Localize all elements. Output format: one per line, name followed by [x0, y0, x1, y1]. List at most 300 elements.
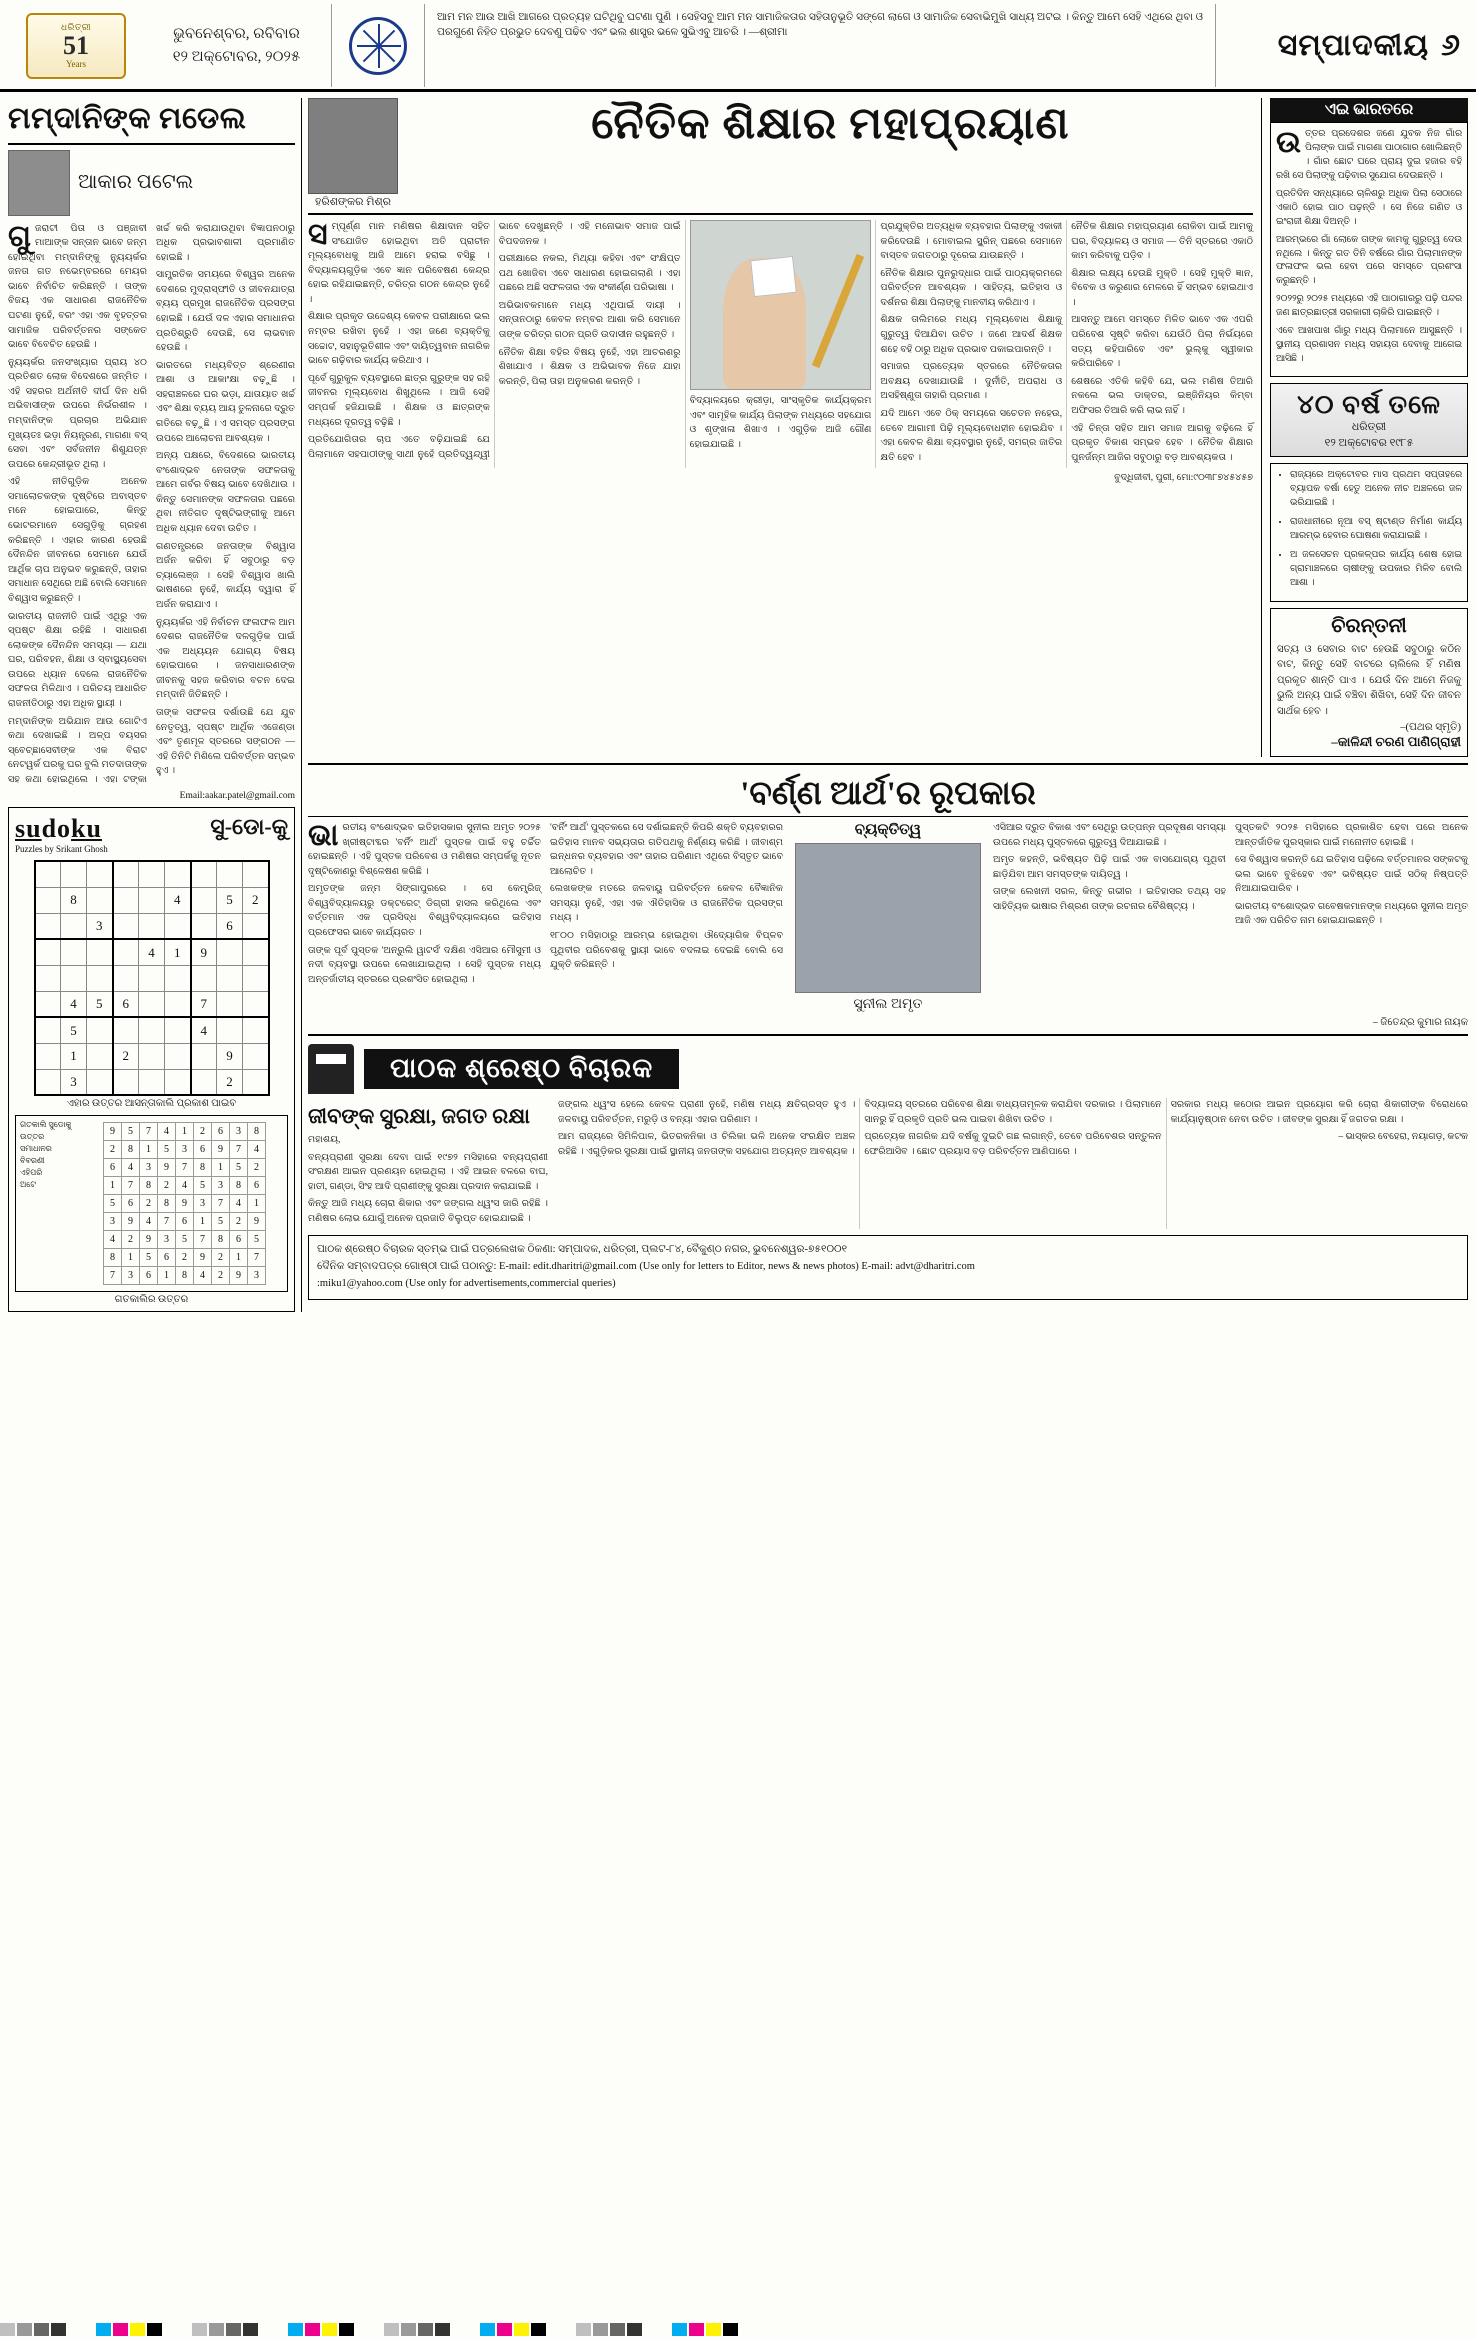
solution-cell: 9: [104, 1123, 122, 1141]
registration-swatch: [627, 2323, 642, 2336]
print-registration-bar: [0, 2319, 1476, 2339]
sudoku-cell[interactable]: [35, 965, 61, 991]
solution-cell: 8: [158, 1195, 176, 1213]
sudoku-cell[interactable]: 4: [165, 887, 191, 913]
registration-swatch: [723, 2323, 738, 2336]
sudoku-cell[interactable]: [191, 861, 217, 887]
left-article-body: [8, 219, 295, 788]
sudoku-cell[interactable]: [139, 1017, 165, 1043]
registration-swatch: [689, 2323, 704, 2336]
solution-cell: 7: [212, 1195, 230, 1213]
sudoku-cell[interactable]: [35, 1043, 61, 1069]
lead-author-contact: ବୁଦ୍ଧିଜୀବୀ, ପୁରୀ, ମୋ:୯୦୩୮୭୪୫୪୫୭: [1114, 473, 1253, 484]
sudoku-cell[interactable]: [217, 991, 243, 1017]
solution-cell: 2: [212, 1267, 230, 1285]
solution-row: [104, 1159, 266, 1177]
registration-swatch: [514, 2323, 529, 2336]
sudoku-cell[interactable]: 2: [217, 1069, 243, 1095]
paragraph: ପ୍ରତ୍ୟେକ ନାଗରିକ ଯଦି ବର୍ଷକୁ ଦୁଇଟି ଗଛ ଲଗାନ୍ତି, ତେବେ ପରିବେଶର ସନ୍ତୁଳନ ଫେରିଆସିବ । ଛୋଟ ପ୍ରୟାସ ବଡ଼ ପରିବର୍ତ୍ତନ ଆଣିପାରେ ।: [864, 1131, 1162, 1157]
paragraph: ଅନ୍ୟ ପକ୍ଷରେ, ବିଦେଶରେ ଭାରତୀୟ ବଂଶୋଦ୍ଭବ ନେତାଙ୍କ ସଫଳତାକୁ ଆମେ ଗର୍ବର ବିଷୟ ଭାବେ ଦେଖିଥାଉ । କିନ୍ତୁ ସେମାନଙ୍କ ସଫଳତାର ପଛରେ ଥିବା ନୀତିଗତ ଦୃଷ୍ଟିଭଙ୍ଗୀକୁ ଆମେ ଅଧିକ ଧ୍ୟାନ ଦେବା ଉଚିତ ।: [156, 450, 295, 535]
archive-items: [1270, 463, 1468, 602]
sudoku-cell[interactable]: [243, 939, 269, 965]
solution-cell: 7: [248, 1249, 266, 1267]
registration-swatch: [339, 2323, 354, 2336]
quote-author: –କାଳିନ୍ଦୀ ଚରଣ ପାଣିଗ୍ରାହୀ: [1331, 734, 1461, 749]
paragraph: ଏସିଆର ଦ୍ରୁତ ବିକାଶ ଏବଂ ସେଥିରୁ ଉତ୍ପନ୍ନ ପ୍ରଦୂଷଣ ସମସ୍ୟା ଉପରେ ମଧ୍ୟ ପୁସ୍ତକରେ ଗୁରୁତ୍ୱ ଦିଆଯାଇଛି ।: [993, 822, 1226, 848]
registration-swatch-group: [576, 2323, 642, 2336]
feature2-body-left: [308, 821, 783, 1013]
contact-address-box: [308, 1235, 1468, 1299]
registration-swatch: [96, 2323, 111, 2336]
registration-swatch: [576, 2323, 591, 2336]
solution-cell: 9: [230, 1267, 248, 1285]
solution-cell: 6: [122, 1195, 140, 1213]
sudoku-cell[interactable]: [87, 1017, 113, 1043]
lead-author-photo: [308, 98, 398, 194]
solution-cell: 6: [230, 1231, 248, 1249]
issue-place: ଭୁବନେଶ୍ବର, ରବିବାର: [173, 26, 300, 42]
sudoku-cell[interactable]: 8: [61, 887, 87, 913]
solution-cell: 7: [176, 1159, 194, 1177]
reader-letter-author: – ଭାସ୍କର ବେହେରା, ନୟାଗଡ଼, କଟକ: [1338, 1132, 1468, 1143]
archive-brand: ଧରିତ୍ରୀ: [1351, 421, 1387, 433]
solution-cell: 4: [176, 1177, 194, 1195]
paragraph: ସାମ୍ପ୍ରତିକ ସମୟରେ ବିଶ୍ୱର ଅନେକ ଦେଶରେ ମୁଦ୍ରାସ୍ଫୀତି ଓ ଜୀବନଯାତ୍ରା ବ୍ୟୟ ପ୍ରମୁଖ ରାଜନୈତିକ ପ୍ରସଙ୍ଗ ହୋଇଛି । ଯେଉଁ ଦଳ ଏହାର ସମାଧାନର ପ୍ରତିଶ୍ରୁତି ଦେଉଛି, ସେ ଲାଭବାନ ହେଉଛି ।: [156, 269, 295, 354]
masthead-quote: ଆମ ମନ ଆଉ ଆଖି ଆଗରେ ପ୍ରତ୍ୟହ ଘଟିଥିବୁ ଘଟଣା ପୁଣି । ସେହିସବୁ ଆମ ମନ ସାମାଜିକତାର ସହିତାନୁଭୂତି ସଙ୍ଗେ ଲାଗେ ଓ ସାମାଜିକ ସେବାଭିମୁଖି ସାଧ୍ୟ ଅଟଇ । କିନ୍ତୁ ଆମେ ସେହି ଏଥିରେ ଥିବା ଓ ପରଗୁଣେ ନିହିତ ପ୍ରଭୁତ ଦେବଣୁ ପଢିବ ଏବଂ ଭଲ ଶାସ୍ତ୍ର ଭଳେ ସୁଭିଏବୁ ଆଚରି । —ଶ୍ରୀମା: [424, 4, 1216, 87]
sudoku-cell[interactable]: [243, 1017, 269, 1043]
page-body: [0, 92, 1476, 1312]
registration-swatch: [305, 2323, 320, 2336]
sudoku-logo-do: do: [41, 814, 72, 844]
solution-row: [104, 1267, 266, 1285]
sudoku-cell[interactable]: [35, 1017, 61, 1043]
sudoku-cell[interactable]: [87, 887, 113, 913]
sudoku-cell[interactable]: [139, 1043, 165, 1069]
sudoku-cell[interactable]: [139, 1069, 165, 1095]
paragraph: ଅମୃତଙ୍କ ଜନ୍ମ ସିଙ୍ଗାପୁରରେ । ସେ କେମ୍ବ୍ରିଜ୍‌ ବିଶ୍ୱବିଦ୍ୟାଳୟରୁ ଡକ୍ଟରେଟ୍‌ ଡିଗ୍ରୀ ହାସଲ କରିଥିଲେ ଏବଂ ବର୍ତ୍ତମାନ ଏକ ପ୍ରସିଦ୍ଧ ବିଶ୍ୱବିଦ୍ୟାଳୟରେ ଇତିହାସ ପ୍ରଫେସର ଭାବେ କାର୍ଯ୍ୟରତ ।: [308, 883, 541, 939]
registration-swatch-group: [288, 2323, 354, 2336]
solution-cell: 5: [104, 1195, 122, 1213]
solution-cell: 6: [104, 1159, 122, 1177]
solution-cell: 1: [158, 1267, 176, 1285]
sudoku-cell[interactable]: [165, 991, 191, 1017]
solution-cell: 1: [230, 1249, 248, 1267]
sudoku-cell[interactable]: 4: [191, 1017, 217, 1043]
solution-cell: 1: [176, 1123, 194, 1141]
sudoku-cell[interactable]: 5: [87, 991, 113, 1017]
sudoku-cell[interactable]: [87, 861, 113, 887]
sudoku-row: [35, 1017, 269, 1043]
solution-row: [104, 1141, 266, 1159]
column-divider: [301, 98, 302, 1312]
sudoku-cell[interactable]: [243, 1043, 269, 1069]
solution-cell: 9: [140, 1231, 158, 1249]
solution-cell: 8: [140, 1177, 158, 1195]
solution-cell: 3: [230, 1123, 248, 1141]
solution-label: ଅଟେ: [20, 1180, 36, 1190]
paragraph: ସରକାର ମଧ୍ୟ କଠୋର ଆଇନ ପ୍ରୟୋଗ କରି ଚୋରା ଶିକାରୀଙ୍କ ବିରୋଧରେ କାର୍ଯ୍ୟାନୁଷ୍ଠାନ ନେବା ଉଚିତ । ଜୀବଙ୍କ ସୁରକ୍ଷା ହିଁ ଜଗତର ରକ୍ଷା ।: [1170, 1099, 1468, 1125]
sudoku-cell[interactable]: [217, 965, 243, 991]
sudoku-cell[interactable]: [87, 939, 113, 965]
sudoku-cell[interactable]: [217, 1017, 243, 1043]
lead-article-body: [308, 220, 1253, 468]
sudoku-credit: Puzzles by Srikant Ghosh: [15, 844, 108, 855]
solution-cell: 4: [122, 1159, 140, 1177]
paragraph: ନ୍ୟୁୟର୍କର ଏହି ନିର୍ବାଚନ ଫଳାଫଳ ଆମ ଦେଶର ରାଜନୈତିକ ଦଳଗୁଡ଼ିକ ପାଇଁ ଏକ ଅଧ୍ୟୟନ ଯୋଗ୍ୟ ବିଷୟ ହୋଇପାରେ । ଜନସାଧାରଣଙ୍କ ଜୀବନକୁ ସହଜ କରିବାର ବଚନ ଦେଇ ମମ୍‌ଦାନି ଜିତିଛନ୍ତି ।: [156, 616, 295, 701]
solution-cell: 1: [140, 1141, 158, 1159]
sudoku-cell[interactable]: [139, 991, 165, 1017]
sudoku-cell[interactable]: [61, 861, 87, 887]
paragraph: ନୈତିକ ଶିକ୍ଷା ବହିର ବିଷୟ ନୁହେଁ, ଏହା ଆଚରଣରୁ ଶିଖାଯାଏ । ଶିକ୍ଷକ ଓ ଅଭିଭାବକ ନିଜେ ଯାହା କରନ୍ତି, ପିଲା ତାହା ଅନୁକରଣ କରନ୍ତି ।: [498, 346, 681, 387]
sudoku-cell[interactable]: [191, 913, 217, 939]
sudoku-cell[interactable]: [87, 1069, 113, 1095]
sudoku-logo-su: su: [15, 814, 42, 844]
solution-cell: 2: [104, 1141, 122, 1159]
sudoku-solution-block: [15, 1115, 288, 1292]
solution-label: ଗତକାଲି ସୁଡୋକୁ: [20, 1120, 72, 1130]
quote-section: [1270, 608, 1468, 758]
sudoku-cell[interactable]: [113, 887, 139, 913]
paragraph: ଆସନ୍ତୁ ଆମେ ସମସ୍ତେ ମିଳିତ ଭାବେ ଏକ ଏପରି ପରିବେଶ ସୃଷ୍ଟି କରିବା ଯେଉଁଠି ପିଲା ନିର୍ଭୟରେ ସତ୍ୟ କହିପାରିବେ ଏବଂ ଭୁଲ୍‌କୁ ସ୍ୱୀକାର କରିପାରିବେ ।: [1071, 314, 1253, 370]
registration-swatch: [113, 2323, 128, 2336]
registration-swatch-group: [0, 2323, 66, 2336]
paragraph: ଭାରତରେ ମଧ୍ୟବିତ୍ତ ଶ୍ରେଣୀର ଆଶା ଓ ଆକାଂକ୍ଷା ବଢ଼ୁଛି । ସହରାଞ୍ଚଳରେ ଘର ଭଡ଼ା, ଯାତାୟାତ ଖର୍ଚ୍ଚ ଏବଂ ଶିକ୍ଷା ବ୍ୟୟ ଆୟ ତୁଳନାରେ ଦ୍ରୁତ ଗତିରେ ବଢ଼ୁଛି । ଏ ସମସ୍ତ ପ୍ରସଙ୍ଗ ଉପରେ ଆଲୋଚନା ଆବଶ୍ୟକ ।: [156, 359, 295, 444]
registration-swatch: [209, 2323, 224, 2336]
paragraph: ଭାରତୀୟ ବଂଶୋଦ୍ଭବ ଗବେଷକମାନଙ୍କ ମଧ୍ୟରେ ସୁନୀଲ ଅମୃତ ଆଜି ଏକ ପରିଚିତ ନାମ ହୋଇଯାଇଛନ୍ତି ।: [1235, 900, 1468, 927]
paragraph: ବିଦ୍ୟାଳୟରେ କ୍ରୀଡ଼ା, ସାଂସ୍କୃତିକ କାର୍ଯ୍ୟକ୍ରମ ଏବଂ ସାମୂହିକ କାର୍ଯ୍ୟ ପିଲାଙ୍କ ମଧ୍ୟରେ ସହଯୋଗ ଓ ଶୃଙ୍ଖଳା ଶିଖାଏ । ଏଗୁଡ଼ିକ ଆଜି ଗୌଣ ହୋଇଯାଇଛି ।: [689, 395, 872, 450]
sudoku-grid[interactable]: [34, 860, 270, 1096]
solution-row: [104, 1213, 266, 1231]
registration-swatch-group: [480, 2323, 546, 2336]
masthead: [0, 0, 1476, 92]
author-email[interactable]: Email:aakar.patel@gmail.com: [179, 791, 295, 802]
sudoku-logo: [15, 814, 108, 844]
registration-swatch-group: [96, 2323, 162, 2336]
sudoku-cell[interactable]: [35, 913, 61, 939]
list-item: • ଅ ଜଳସେଚନ ପ୍ରକଳ୍ପର କାର୍ଯ୍ୟ ଶେଷ ହୋଇ ଗ୍ରାମାଞ୍ଚଳରେ ଚାଷୀଙ୍କୁ ଉପକାର ମିଳିବ ବୋଲି ଆଶା ।: [1290, 549, 1462, 591]
solution-cell: 8: [230, 1177, 248, 1195]
paragraph: ପ୍ରଯୁକ୍ତିର ଅତ୍ୟଧିକ ବ୍ୟବହାର ପିଲାଙ୍କୁ ଏକାକୀ କରିଦେଉଛି । ମୋବାଇଲ ସ୍କ୍ରିନ୍‌ ପଛରେ ସେମାନେ ବାସ୍ତବ ଜଗତଠାରୁ ଦୂରେଇ ଯାଉଛନ୍ତି ।: [880, 221, 1063, 262]
solution-cell: 2: [140, 1195, 158, 1213]
paragraph: ଗଣତନ୍ତ୍ରରେ ଜନତାଙ୍କ ବିଶ୍ୱାସ ଅର୍ଜନ କରିବା ହିଁ ସବୁଠାରୁ ବଡ଼ ଚ୍ୟାଲେଞ୍ଜ । ସେହି ବିଶ୍ୱାସ ଖାଲି ଭାଷଣରେ ନୁହେଁ, କାର୍ଯ୍ୟ ଦ୍ୱାରା ହିଁ ଅର୍ଜନ କରାଯାଏ ।: [156, 540, 295, 610]
sudoku-logo-ku: ku: [71, 814, 102, 844]
solution-cell: 2: [248, 1159, 266, 1177]
sudoku-row: [35, 887, 269, 913]
address-line-1: ପାଠକ ଶ୍ରେଷ୍ଠ ବିଚାରକ ସ୍ତମ୍ଭ ପାଇଁ ପତ୍ରଲେଖକ ଠିକଣା: ସମ୍ପାଦକ, ଧରିତ୍ରୀ, ପ୍ଲଟ-୮୪, ବୈକୁଣ୍ଠ ନଗର, ଭୁବନେଶ୍ୱର-୭୫୧୦୦୧: [317, 1244, 848, 1256]
sudoku-cell[interactable]: 5: [217, 887, 243, 913]
issue-date-text: ୧୨ ଅକ୍ଟୋବର, ୨୦୨୫: [172, 48, 301, 65]
sudoku-title-odia: ସୁ-ଡୋ-କୁ: [210, 814, 288, 840]
sudoku-cell[interactable]: [35, 887, 61, 913]
mailbox-icon: [308, 1044, 354, 1094]
registration-swatch: [435, 2323, 450, 2336]
solution-cell: 3: [194, 1195, 212, 1213]
solution-cell: 9: [158, 1159, 176, 1177]
paragraph: କିନ୍ତୁ ଆଜି ମଧ୍ୟ ଚୋରା ଶିକାର ଏବଂ ଜଙ୍ଗଲ ଧ୍ୱଂସ ଜାରି ରହିଛି । ମଣିଷର ଲୋଭ ଯୋଗୁଁ ଅନେକ ପ୍ରଜାତି ବିଲୁପ୍ତ ହୋଇଯାଇଛି ।: [308, 1198, 548, 1224]
rail-story: [1270, 122, 1468, 377]
sudoku-cell[interactable]: [191, 1043, 217, 1069]
paragraph: ପୂର୍ବେ ଗୁରୁକୁଳ ବ୍ୟବସ୍ଥାରେ ଛାତ୍ର ଗୁରୁଙ୍କ ସହ ରହି ଜୀବନର ମୂଲ୍ୟବୋଧ ଶିଖୁଥିଲେ । ଆଜି ସେହି ସମ୍ପର୍କ ହଜିଯାଇଛି । ଶିକ୍ଷକ ଓ ଛାତ୍ରଙ୍କ ମଧ୍ୟରେ ଦୂରତ୍ୱ ବଢ଼ିଛି ।: [308, 372, 490, 428]
sudoku-cell[interactable]: [113, 861, 139, 887]
paragraph: ତାଙ୍କ ଲେଖନୀ ସରଳ, କିନ୍ତୁ ଗଭୀର । ଇତିହାସର ତଥ୍ୟ ସହ ସାହିତ୍ୟିକ ଭାଷାର ମିଶ୍ରଣ ତାଙ୍କ ରଚନାର ବୈଶିଷ୍ଟ୍ୟ ।: [993, 886, 1226, 912]
paragraph: ମହାଶୟ,: [308, 1134, 341, 1145]
registration-swatch: [401, 2323, 416, 2336]
solution-cell: 4: [194, 1267, 212, 1285]
paragraph: ୨୦୨୨ରୁ ୨୦୨୫ ମଧ୍ୟରେ ଏହି ପାଠାଗାରରୁ ପଢ଼ି ପନ୍ଦର ଜଣ ଛାତ୍ରଛାତ୍ରୀ ସରକାରୀ ଚାକିରି ପାଇଛନ୍ତି ।: [1276, 294, 1462, 319]
solution-cell: 2: [194, 1123, 212, 1141]
sudoku-cell[interactable]: 6: [113, 991, 139, 1017]
solution-cell: 2: [176, 1249, 194, 1267]
solution-cell: 4: [230, 1195, 248, 1213]
paragraph: ଏହି ନୀତିଗୁଡ଼ିକ ଅନେକ ସମାଲୋଚକଙ୍କ ଦୃଷ୍ଟିରେ ଅବାସ୍ତବ ମନେ ହୋଇପାରେ, କିନ୍ତୁ ଭୋଟରମାନେ ସେଗୁଡ଼ିକୁ ଗ୍ରହଣ କରିଛନ୍ତି । ଏହାର କାରଣ ହେଉଛି ଦୈନନ୍ଦିନ ଜୀବନରେ ସେମାନେ ଯେଉଁ ଆର୍ଥିକ ଚାପ ଅନୁଭବ କରୁଛନ୍ତି, ତାହାର ସମାଧାନ ସେଥିରେ ଅଛି ବୋଲି ସେମାନେ ବିଶ୍ୱାସ କରୁଛନ୍ତି ।: [8, 476, 147, 604]
paragraph: ଗୁଜରାଟୀ ପିତା ଓ ପଞ୍ଜାବୀ ମାଆଙ୍କ ସନ୍ତାନ ଭାବେ ଜନ୍ମ ହୋଇଥିବା ମମ୍‌ଦାନିଙ୍କୁ ନ୍ୟୁୟର୍କର ଜନତା ଗତ ନଭେମ୍ବରରେ ମେୟର ଭାବେ ନିର୍ବାଚିତ କରିଛନ୍ତି । ତାଙ୍କ ବିଜୟ ଏକ ସାଧାରଣ ରାଜନୈତିକ ଘଟଣା ନୁହେଁ, ବରଂ ଏହା ଏକ ବୃହତ୍ତର ସାମାଜିକ ପରିବର୍ତ୍ତନର ସଙ୍କେତ ଭାବେ ବିବେଚିତ ହେଉଛି ।: [8, 219, 147, 351]
left-article-title: ମମ୍‌ଦାନିଙ୍କ ମଡେଲ: [8, 102, 247, 135]
registration-swatch: [17, 2323, 32, 2336]
sudoku-cell[interactable]: 2: [113, 1043, 139, 1069]
solution-cell: 3: [176, 1141, 194, 1159]
sudoku-cell[interactable]: [191, 887, 217, 913]
sudoku-cell[interactable]: [113, 965, 139, 991]
solution-cell: 8: [176, 1267, 194, 1285]
reader-letter-title: ଜୀବଙ୍କ ସୁରକ୍ଷା, ଜଗତ ରକ୍ଷା: [308, 1104, 530, 1128]
author-name: ଆକାର ପଟେଲ: [78, 171, 194, 193]
sudoku-cell[interactable]: 6: [217, 913, 243, 939]
registration-swatch: [192, 2323, 207, 2336]
sudoku-cell[interactable]: [87, 1043, 113, 1069]
solution-cell: 9: [122, 1213, 140, 1231]
solution-cell: 4: [140, 1213, 158, 1231]
solution-cell: 1: [122, 1249, 140, 1267]
address-line-3[interactable]: :miku1@yahoo.com (Use only for advertisements,commercial queries): [317, 1278, 616, 1290]
list-item: • ରାଜ୍ୟରେ ଅକ୍ଟୋବର ମାସ ପ୍ରଥମ ସପ୍ତାହରେ ବ୍ୟାପକ ବର୍ଷା ହେତୁ ଅନେକ ନୀଚ ଅଞ୍ଚଳରେ ଜଳ ଭରିଯାଇଛି ।: [1290, 469, 1462, 511]
paragraph: ଶିକ୍ଷାର ଲକ୍ଷ୍ୟ ହେଉଛି ମୁକ୍ତି । ସେହି ମୁକ୍ତି ଜ୍ଞାନ, ବିବେକ ଓ କରୁଣାର ମେଳରେ ହିଁ ସମ୍ଭବ ହୋଇଥାଏ ।: [1071, 267, 1253, 308]
solution-row: [104, 1231, 266, 1249]
solution-cell: 8: [212, 1231, 230, 1249]
solution-cell: 6: [212, 1123, 230, 1141]
solution-cell: 2: [212, 1249, 230, 1267]
sudoku-cell[interactable]: 9: [217, 1043, 243, 1069]
sudoku-row: [35, 965, 269, 991]
quote-text: ସତ୍ୟ ଓ ସେବାର ବାଟ ହେଉଛି ସବୁଠାରୁ କଠିନ ବାଟ, କିନ୍ତୁ ସେହି ବାଟରେ ଚାଲିଲେ ହିଁ ମଣିଷ ପ୍ରକୃତ ଶାନ୍ତି ପାଏ । ଯେଉଁ ଦିନ ଆମେ ନିଜକୁ ଭୁଲି ଅନ୍ୟ ପାଇଁ ବଞ୍ଚିବା ଶିଖିବା, ସେହି ଦିନ ଜୀବନ ସାର୍ଥକ ହେବ ।: [1277, 643, 1461, 717]
registration-swatch: [130, 2323, 145, 2336]
sudoku-cell[interactable]: [61, 965, 87, 991]
solution-cell: 5: [122, 1123, 140, 1141]
sudoku-cell[interactable]: [217, 939, 243, 965]
registration-swatch-group: [672, 2323, 738, 2336]
right-rail: [1270, 98, 1468, 757]
list-item: • ରାଜଧାନୀରେ ନୂଆ ବସ୍‌ ଷ୍ଟାଣ୍ଡ ନିର୍ମାଣ କାର୍ଯ୍ୟ ଆରମ୍ଭ ହେବାର ଘୋଷଣା କରାଯାଇଛି ।: [1290, 516, 1462, 544]
solution-cell: 2: [122, 1231, 140, 1249]
solution-cell: 5: [194, 1177, 212, 1195]
paragraph: ସମ୍ପୂର୍ଣ୍ଣ ମାନ ମଣିଷର ଶିକ୍ଷାଦାନ ସହିତ ସଂଯୋଜିତ ହୋଇଥିବା ଅତି ପ୍ରାଚୀନ ମୂଲ୍ୟବୋଧକୁ ଆଜି ଆମେ ହରାଇ ବସିଛୁ । ବିଦ୍ୟାଳୟଗୁଡ଼ିକ ଏବେ ଜ୍ଞାନ ପରିବେଷଣ କେନ୍ଦ୍ର ହୋଇ ରହିଯାଇଛନ୍ତି, ଚରିତ୍ର ଗଠନ କେନ୍ଦ୍ର ନୁହେଁ ।: [308, 218, 490, 305]
sudoku-cell[interactable]: [139, 861, 165, 887]
solution-label: ବିବରଣୀ: [20, 1156, 45, 1166]
solution-cell: 8: [248, 1123, 266, 1141]
solution-cell: 6: [248, 1177, 266, 1195]
registration-swatch: [0, 2323, 15, 2336]
paragraph: ସେ ବିଶ୍ୱାସ କରନ୍ତି ଯେ ଇତିହାସ ପଢ଼ିଲେ ବର୍ତ୍ତମାନର ସଙ୍କଟକୁ ଭଲ ଭାବେ ବୁଝିହେବ ଏବଂ ଭବିଷ୍ୟତ ପାଇଁ ସଠିକ୍‌ ନିଷ୍ପତ୍ତି ନିଆଯାଇପାରିବ ।: [1235, 854, 1468, 895]
solution-row: [104, 1249, 266, 1267]
solution-cell: 2: [230, 1213, 248, 1231]
solution-cell: 9: [248, 1213, 266, 1231]
sudoku-cell[interactable]: [243, 913, 269, 939]
paragraph: ଭାରତୀୟ ବଂଶୋଦ୍ଭବ ଇତିହାସକାର ସୁନୀଲ ଅମୃତ ୨୦୨୫ ଖ୍ରୀଷ୍ଟାବ୍ଦର 'ବର୍ନିଂ ଆର୍ଥ' ପୁସ୍ତକ ପାଇଁ ବହୁ ଚର୍ଚ୍ଚିତ ହୋଇଛନ୍ତି । ଏହି ପୁସ୍ତକ ପରିବେଶ ଓ ମଣିଷର ସମ୍ପର୍କକୁ ନୂତନ ଦୃଷ୍ଟିକୋଣରୁ ବିଶ୍ଳେଷଣ କରିଛି ।: [308, 819, 541, 877]
solution-cell: 3: [158, 1231, 176, 1249]
sudoku-cell[interactable]: [139, 913, 165, 939]
solution-cell: 3: [104, 1213, 122, 1231]
solution-cell: 5: [140, 1249, 158, 1267]
registration-swatch: [51, 2323, 66, 2336]
sudoku-cell[interactable]: [139, 887, 165, 913]
sudoku-cell[interactable]: [165, 965, 191, 991]
sudoku-cell[interactable]: 1: [165, 939, 191, 965]
sudoku-cell[interactable]: [165, 913, 191, 939]
registration-swatch: [288, 2323, 303, 2336]
sudoku-solution-labels: [20, 1120, 80, 1287]
column-main: [308, 98, 1468, 1312]
paragraph: ପୁସ୍ତକଟି ୨୦୨୫ ମସିହାରେ ପ୍ରକାଶିତ ହେବା ପରେ ଅନେକ ଆନ୍ତର୍ଜାତିକ ପୁରସ୍କାର ପାଇଁ ମନୋନୀତ ହୋଇଛି ।: [1235, 822, 1468, 848]
sudoku-cell[interactable]: [35, 991, 61, 1017]
sudoku-cell[interactable]: [113, 913, 139, 939]
page-number: ୬: [1441, 28, 1460, 62]
solution-cell: 2: [158, 1177, 176, 1195]
paragraph: ଶିକ୍ଷକ ତାଲିମରେ ମଧ୍ୟ ମୂଲ୍ୟବୋଧ ଶିକ୍ଷାକୁ ଗୁରୁତ୍ୱ ଦିଆଯିବା ଉଚିତ । ଜଣେ ଆଦର୍ଶ ଶିକ୍ଷକ ଶହେ ବହି ଠାରୁ ଅଧିକ ପ୍ରଭାବ ପକାଇପାରନ୍ତି ।: [880, 314, 1063, 355]
paragraph: ବନ୍ୟପ୍ରାଣୀ ସୁରକ୍ଷା ଦେବା ପାଇଁ ୧୯୭୨ ମସିହାରେ ବନ୍ୟପ୍ରାଣୀ ସଂରକ୍ଷଣ ଆଇନ ପ୍ରଣୟନ ହୋଇଥିଲା । ଏହି ଆଇନ ବଳରେ ବାଘ, ହାତୀ, ଗଣ୍ଡା, ସିଂହ ଆଦି ପ୍ରାଣୀଙ୍କୁ ସୁରକ୍ଷା ପ୍ରଦାନ କରାଯାଇଛି ।: [308, 1151, 548, 1192]
portrait-name: ସୁନୀଲ ଅମୃତ: [853, 997, 923, 1012]
lead-article-title: ନୈତିକ ଶିକ୍ଷାର ମହାପ୍ରୟାଣ: [591, 99, 1070, 148]
paragraph: ଯଦି ଆମେ ଏବେ ଠିକ୍‌ ସମୟରେ ସଚେତନ ନହେଉ, ତେବେ ଆଗାମୀ ପିଢ଼ି ମୂଲ୍ୟବୋଧହୀନ ହୋଇଯିବ । ଏହା କେବଳ ଶିକ୍ଷା ବ୍ୟବସ୍ଥାର ନୁହେଁ, ସମଗ୍ର ଜାତିର କ୍ଷତି ହେବ ।: [880, 407, 1063, 463]
sudoku-cell[interactable]: [113, 1017, 139, 1043]
solution-cell: 5: [230, 1159, 248, 1177]
sudoku-cell[interactable]: 4: [61, 991, 87, 1017]
solution-cell: 1: [194, 1213, 212, 1231]
solution-cell: 6: [158, 1249, 176, 1267]
section-title-block: [1216, 4, 1466, 87]
sudoku-caption: ଏହାର ଉତ୍ତର ଆସନ୍ତାକାଲି ପ୍ରକାଶ ପାଇବ: [66, 1098, 237, 1110]
paragraph: ଏହି ଚିନ୍ତା ସହିତ ଆମ ସମାଜ ଆଗକୁ ବଢ଼ିଲେ ହିଁ ପ୍ରକୃତ ବିକାଶ ସମ୍ଭବ ହେବ । ନୈତିକ ଶିକ୍ଷାର ପୁନର୍ଜନ୍ମ ଆଜିର ସବୁଠାରୁ ବଡ଼ ଆବଶ୍ୟକତା ।: [1071, 422, 1253, 463]
sudoku-cell[interactable]: [113, 939, 139, 965]
solution-cell: 4: [104, 1231, 122, 1249]
reader-letter-body: [558, 1098, 1468, 1229]
sudoku-cell[interactable]: [243, 965, 269, 991]
sudoku-cell[interactable]: 4: [139, 939, 165, 965]
sudoku-cell[interactable]: [113, 1069, 139, 1095]
solution-cell: 8: [122, 1141, 140, 1159]
sudoku-cell[interactable]: [139, 965, 165, 991]
paragraph: ଆମ ରାଜ୍ୟରେ ସିମିଳିପାଳ, ଭିତରକନିକା ଓ ଚିଲିକା ଭଳି ଅନେକ ସଂରକ୍ଷିତ ଅଞ୍ଚଳ ରହିଛି । ଏଗୁଡ଼ିକର ସୁରକ୍ଷା ପାଇଁ ସ୍ଥାନୀୟ ଜନତାଙ୍କ ସହଯୋଗ ଅତ୍ୟନ୍ତ ଆବଶ୍ୟକ ।: [558, 1131, 856, 1157]
solution-cell: 6: [194, 1141, 212, 1159]
registration-swatch: [610, 2323, 625, 2336]
paragraph: ଭାରତୀୟ ରାଜନୀତି ପାଇଁ ଏଥିରୁ ଏକ ସ୍ପଷ୍ଟ ଶିକ୍ଷା ରହିଛି । ସାଧାରଣ ଲୋକଙ୍କ ଦୈନନ୍ଦିନ ସମସ୍ୟା — ଯଥା ଘର, ପରିବହନ, ଶିକ୍ଷା ଓ ସ୍ବାସ୍ଥ୍ୟସେବା ଉପରେ ଧ୍ୟାନ ଦେଲେ ରାଜନୈତିକ ସଫଳତା ମିଳିଥାଏ । ପରିଚୟ ଆଧାରିତ ରାଜନୀତିଠାରୁ ଏହା ଅଧିକ ସ୍ଥାୟୀ ।: [8, 610, 147, 709]
lead-article-photo: [690, 220, 872, 390]
badge-number: 51: [63, 31, 89, 60]
sudoku-cell[interactable]: [87, 965, 113, 991]
feature2-portrait: [793, 821, 983, 1013]
feature2-title: 'ବର୍ଣ୍ଣ ଆର୍ଥ'ର ରୂପକାର: [740, 776, 1036, 812]
sudoku-cell[interactable]: [35, 861, 61, 887]
sudoku-cell[interactable]: [35, 939, 61, 965]
registration-swatch: [706, 2323, 721, 2336]
sudoku-cell[interactable]: 3: [87, 913, 113, 939]
registration-swatch: [384, 2323, 399, 2336]
sudoku-cell[interactable]: 2: [243, 887, 269, 913]
sudoku-cell[interactable]: [243, 861, 269, 887]
sudoku-solution-grid: [103, 1122, 266, 1285]
sudoku-cell[interactable]: [191, 1069, 217, 1095]
sudoku-cell[interactable]: [165, 861, 191, 887]
paragraph: ନୈତିକ ଶିକ୍ଷାର ମହାପ୍ରୟାଣ ରୋକିବା ପାଇଁ ଆମକୁ ଘର, ବିଦ୍ୟାଳୟ ଓ ସମାଜ — ତିନି ସ୍ତରରେ ଏକାଠି କାମ କରିବାକୁ ପଡ଼ିବ ।: [1071, 221, 1253, 262]
solution-cell: 9: [194, 1249, 212, 1267]
registration-swatch: [226, 2323, 241, 2336]
sudoku-cell[interactable]: 7: [191, 991, 217, 1017]
solution-row: [104, 1123, 266, 1141]
sudoku-cell[interactable]: [165, 1017, 191, 1043]
solution-cell: 7: [230, 1141, 248, 1159]
archive-date: ୧୨ ଅକ୍ଟୋବର ୧୯୮୫: [1324, 437, 1414, 449]
paragraph: ଲେଖକଙ୍କ ମତରେ ଜଳବାୟୁ ପରିବର୍ତ୍ତନ କେବଳ ବୈଜ୍ଞାନିକ ସମସ୍ୟା ନୁହେଁ, ଏହା ଏକ ଐତିହାସିକ ଓ ରାଜନୈତିକ ପ୍ରସଙ୍ଗ ମଧ୍ୟ ।: [550, 883, 783, 924]
sudoku-cell[interactable]: [217, 861, 243, 887]
sudoku-cell[interactable]: 1: [61, 1043, 87, 1069]
konark-wheel-icon: [332, 4, 424, 87]
anniversary-badge: [10, 4, 142, 87]
sudoku-cell[interactable]: [165, 1069, 191, 1095]
portrait-photo: [795, 843, 981, 993]
paragraph: ଉତ୍ତର ପ୍ରଦେଶର ଜଣେ ଯୁବକ ନିଜ ଗାଁର ପିଲାଙ୍କ ପାଇଁ ମାଗଣା ପାଠାଗାର ଖୋଲିଛନ୍ତି । ଗାଁର ଛୋଟ ଘରେ ପ୍ରାୟ ଦୁଇ ହଜାର ବହି ରଖି ସେ ପିଲାଙ୍କୁ ପଢ଼ିବାର ସୁଯୋଗ ଦେଉଛନ୍ତି ।: [1276, 126, 1462, 181]
sudoku-row: [35, 939, 269, 965]
quote-title: ଚିରନ୍ତନୀ: [1331, 614, 1407, 637]
badge-years: Years: [65, 59, 87, 69]
registration-swatch: [480, 2323, 495, 2336]
solution-cell: 7: [140, 1123, 158, 1141]
sudoku-row: [35, 991, 269, 1017]
registration-swatch: [531, 2323, 546, 2336]
sudoku-cell[interactable]: [165, 1043, 191, 1069]
sudoku-cell[interactable]: [191, 965, 217, 991]
sudoku-cell[interactable]: [61, 913, 87, 939]
registration-swatch-group: [192, 2323, 258, 2336]
sudoku-cell[interactable]: [243, 991, 269, 1017]
solution-cell: 5: [212, 1213, 230, 1231]
sudoku-row: [35, 913, 269, 939]
archive-years: ୪୦ ବର୍ଷ ତଳେ: [1297, 390, 1441, 419]
solution-cell: 7: [158, 1213, 176, 1231]
sudoku-cell[interactable]: [35, 1069, 61, 1095]
paragraph: ଶେଷରେ ଏତିକି କହିବି ଯେ, ଭଲ ମଣିଷ ତିଆରି ନକଲେ ଭଲ ଡାକ୍ତର, ଇଞ୍ଜିନିୟର କିମ୍ବା ଅଫିସର ତିଆରି କରି ଲାଭ ନାହିଁ ।: [1071, 375, 1253, 416]
paragraph: ବିଦ୍ୟାଳୟ ସ୍ତରରେ ପରିବେଶ ଶିକ୍ଷା ବାଧ୍ୟତାମୂଳକ କରାଯିବା ଦରକାର । ପିଲାମାନେ ସାନରୁ ହିଁ ପ୍ରକୃତି ପ୍ରତି ଭଲ ପାଇବା ଶିଖିବା ଉଚିତ ।: [864, 1099, 1162, 1125]
paragraph: ଅମୃତ କହନ୍ତି, ଭବିଷ୍ୟତ ପିଢ଼ି ପାଇଁ ଏକ ବାସଯୋଗ୍ୟ ପୃଥିବୀ ଛାଡ଼ିଯିବା ଆମ ସମସ୍ତଙ୍କ ଦାୟିତ୍ୱ ।: [993, 854, 1226, 880]
column-left: [8, 98, 295, 1312]
solution-cell: 7: [122, 1177, 140, 1195]
sudoku-cell[interactable]: 5: [61, 1017, 87, 1043]
solution-label: ସମାଧାନର: [20, 1144, 52, 1154]
solution-cell: 7: [194, 1231, 212, 1249]
solution-label: ଉତ୍ତର: [20, 1132, 45, 1142]
registration-swatch: [322, 2323, 337, 2336]
sudoku-cell[interactable]: [243, 1069, 269, 1095]
lead-author-name: ହରିଶଙ୍କର ମିଶ୍ର: [314, 196, 391, 208]
sudoku-solution-caption: ଗତକାଲିର ଉତ୍ତର: [114, 1294, 189, 1306]
registration-swatch-group: [384, 2323, 450, 2336]
paragraph: ମମ୍‌ଦାନିଙ୍କ ଅଭିଯାନ ଆଉ ଗୋଟିଏ କଥା ଦେଖାଇଛି । ଅଳ୍ପ ବୟସର ସ୍ବେଚ୍ଛାସେବୀଙ୍କ ଏକ ବିରାଟ ନେଟୱର୍କ ଘରକୁ ଘର ବୁଲି ମତଦାତାଙ୍କ ସହ କଥା ହୋଇଥିଲେ । ଏହା ଟଙ୍କା ଖର୍ଚ୍ଚ କରି କରାଯାଉଥିବା ବିଜ୍ଞାପନଠାରୁ ଅଧିକ ପ୍ରଭାବଶାଳୀ ପ୍ରମାଣିତ ହୋଇଛି ।: [8, 222, 295, 785]
reader-section-title: ପାଠକ ଶ୍ରେଷ୍ଠ ବିଚାରକ: [364, 1049, 679, 1089]
registration-swatch: [243, 2323, 258, 2336]
archive-banner: [1270, 383, 1468, 457]
address-line-2[interactable]: ଦୈନିକ ସମ୍ବାଦପତ୍ର ଗୋଷ୍ଠୀ ପାଇଁ ପଠାନ୍ତୁ: E-mail: edit.dharitri@gmail.com (Use only for letters to Editor, news & news photos) E-mail: advt@dharitri.com: [317, 1261, 975, 1273]
solution-cell: 5: [248, 1231, 266, 1249]
sudoku-cell[interactable]: 9: [191, 939, 217, 965]
sudoku-cell[interactable]: 3: [61, 1069, 87, 1095]
sudoku-cell[interactable]: [61, 939, 87, 965]
